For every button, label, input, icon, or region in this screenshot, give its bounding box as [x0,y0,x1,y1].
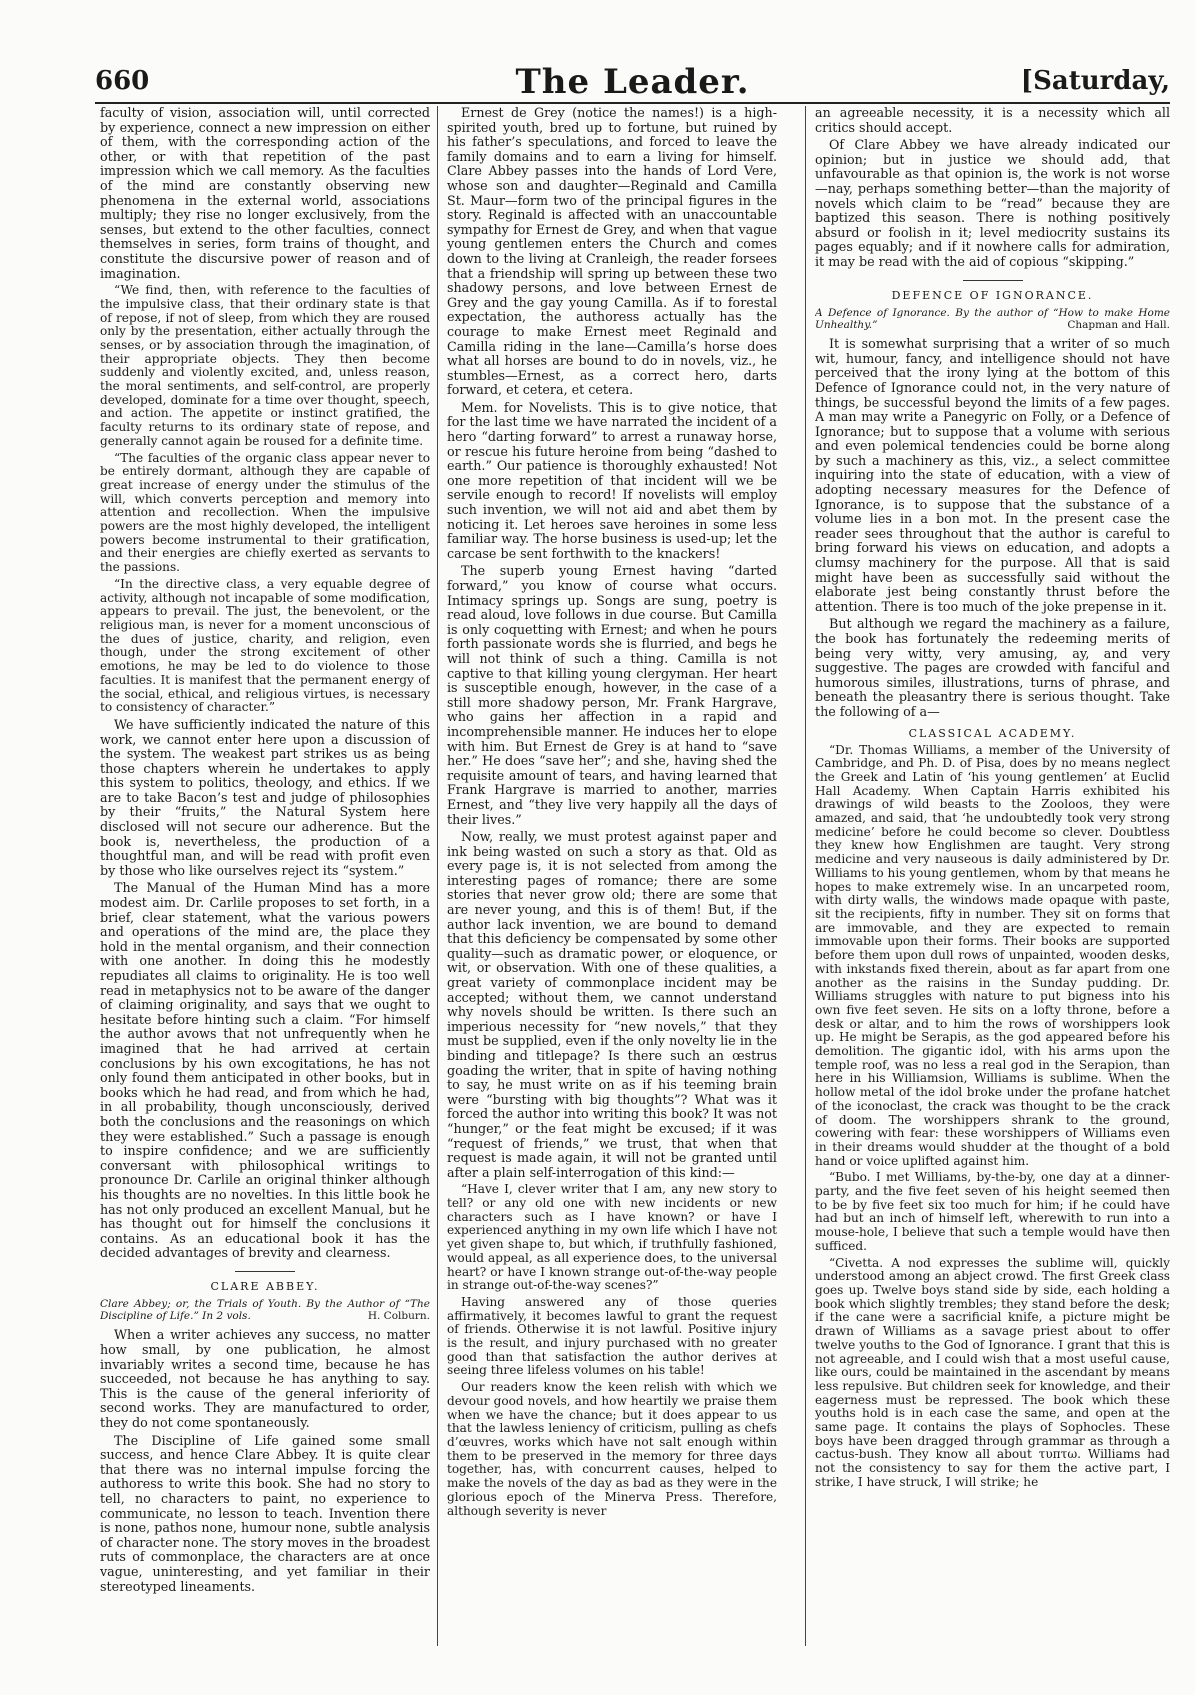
quote-paragraph: “Have I, clever writer that I am, any new story to tell? or any old one with new incidents or new characters such as I have known? or have I experienced anything in my own life which I have not yet given shape to, but which, if truthfully fashioned, would appeal, as all experience does, to the universal heart? or have I known strange out-of-the-way people in strange out-of-the-way scenes?” [447,1182,777,1293]
column-1 [100,106,430,1646]
masthead [95,62,1170,102]
paragraph: Mem. for Novelists. This is to give notice, that for the last time we have narrated the incident of a hero “darting forward” to arrest a runaway horse, or rescue his future heroine from being “dashed to earth.” Our patience is thoroughly exhausted! Not one more repetition of that incident will we be servile enough to record! If novelists will employ such invention, we will not aid and abet them by noticing it. Let heroes save heroines in some less familiar way. The horse business is used-up; let the carcase be sent forthwith to the knackers! [447,399,777,561]
book-publisher: Chapman and Hall. [1067,319,1170,332]
paragraph: But although we regard the machinery as a failure, the book has fortunately the redeeming merits of being very witty, very amusing, ay, and very suggestive. The pages are crowded with fanciful and humorous similes, illustrations, turns of phrase, and beneath the pleasantry there is serious thought. Take the following of a— [815,616,1170,719]
paragraph: The superb young Ernest having “darted forward,” you know of course what occurs. Intimacy springs up. Songs are sung, poetry is read aloud, love follows in due course. But Camilla is only coquetting with Ernest; and when he pours forth passionate words she is flurried, and begs he will not think of such a thing. Camilla is not captive to that killing young clergyman. Her heart is susceptible enough, however, in the case of a still more shadowy person, Mr. Frank Hargrave, who gains her affection in a rapid and incomprehensible manner. He induces her to elope with him. But Ernest de Grey is at hand to “save her.” He does “save her”; and she, having shed the requisite amount of tears, and having learned that Frank Hargrave is married to another, marries Ernest, and “they live very happily all the days of their lives.” [447,563,777,827]
paragraph: Our readers know the keen relish with which we devour good novels, and how heartily we praise them when we have the chance; but it does appear to us that the lawless leniency of criticism, pulling as chefs d’œuvres, works which have not salt enough within them to be preserved in the memory for three days together, has, with concurrent causes, helped to make the novels of the day as bad as they were in the glorious epoch of the Minerva Press. Therefore, although severity is never [447,1380,777,1518]
review-heading: DEFENCE OF IGNORANCE. [891,288,1094,302]
page-number: 660 [95,66,150,96]
paragraph: The Manual of the Human Mind has a more modest aim. Dr. Carlile proposes to set forth, in a brief, clear statement, what the various powers and operations of the mind are, the place they hold in the mental organism, and their connection with one another. In doing this he modestly repudiates all claims to originality. He is too well read in metaphysics not to be aware of the danger of claiming originality, and says that we ought to hesitate before hinting such a claim. “For himself the author avows that not unfrequently when he imagined that he had arrived at certain conclusions by his own excogitations, he has not only found them anticipated in other books, but in books which he had read, and from which he had, in all probability, though unconsciously, derived both the conclusions and the reasonings on which they were established.” Such a passage is enough to inspire confidence; and we are sufficiently conversant with philosophical writings to pronounce Dr. Carlile an original thinker although his thoughts are no novelties. In this little book he has not only produced an excellent Manual, but he has thought out for himself the conclusions it contains. As an educational book it has the decided advantages of brevity and clearness. [100,880,430,1261]
section-separator [963,280,1023,281]
section-separator [235,1271,295,1272]
quote-paragraph: “Dr. Thomas Williams, a member of the University of Cambridge, and Ph. D. of Pisa, does by no means neglect the Greek and Latin of ‘his young gentlemen’ at Euclid Hall Academy. When Captain Harris exhibited his drawings of wild beasts to the Zooloos, they were amazed, and said, that ‘he undoubtedly took very strong medicine’ before he could become so clever. Doubtless they knew how Englishmen are taught. Very strong medicine and very nauseous is daily administered by Dr. Williams to his young gentlemen, whom by that means he hopes to make extremely wise. In an uncarpeted room, with dirty walls, the windows made opaque with paste, sit the recipients, fifty in number. They sit on forms that are immovable, and they are expected to remain immovable upon their forms. Their books are supported before them upon dull rows of unpainted, wooden desks, with inkstands fixed therein, about as far apart from one another as the raisins in the Sunday pudding. Dr. Williams struggles with nature to put bigness into his own five feet seven. He sits on a lofty throne, before a desk or altar, and to him the rows of worshippers look up. He might be Serapis, as the god appeared before his demolition. The gigantic idol, with his arms upon the temple roof, was no less a real god in the Serapion, than here in his Williamsion, Williams is sublime. When the hollow metal of the idol broke under the profane hatchet of the iconoclast, the crack was thought to be the crack of doom. The worshippers shrank to the ground, cowering with fear: these worshippers of Williams even in their dreams would shudder at the thought of a bold hand or voice uplifted against him. [815,742,1170,1168]
paragraph: faculty of vision, association will, until corrected by experience, connect a new impression on either of them, with the corresponding action of the other, or with that repetition of the past impression which we call memory. As the faculties of the mind are constantly observing new phenomena in the external world, associations multiply; they rise no longer exclusively, from the senses, but extend to the other faculties, connect themselves in series, form trains of thought, and constitute the discursive power of reason and of imagination. [100,106,430,281]
book-reference-title: A Defence of Ignorance. By the author of “How to make Home Unhealthy.” [815,307,1170,332]
paragraph: It is somewhat surprising that a writer of so much wit, humour, fancy, and intelligence should not have perceived that the irony lying at the bottom of this Defence of Ignorance could not, in the very nature of things, be successful beyond the limits of a few pages. A man may write a Panegyric on Folly, or a Defence of Ignorance; but to suppose that a volume with serious and even polemical tendencies could be borne along by such a machinery as this, viz., a select committee inquiring into the state of education, with a view of adopting necessary measures for the Defence of Ignorance, is to suppose that the substance of a volume lies in a bon mot. In the present case the reader sees throughout that the author is careful to bring forward his views on education, and adopts a clumsy machinery for the purpose. All that is said might have been as successfully said without the elaborate jest being constantly thrust before the attention. There is too much of the joke prepense in it. [815,336,1170,614]
paragraph: Now, really, we must protest against paper and ink being wasted on such a story as that. Old as every page is, it is not selected from among the interesting pages of romance; there are some stories that never grow old; there are some that are never young, and this is of them! But, if the author lack invention, we are bound to demand that this deficiency be compensated by some other quality—such as dramatic power, or eloquence, or wit, or observation. With one of these qualities, a great variety of commonplace incident may be accepted; without them, we cannot understand why novels should be written. Is there such an imperious necessity for “new novels,” that they must be supplied, even if the only novelty lie in the binding and titlepage? Is there such an œstrus goading the writer, that in spite of having nothing to say, he must write on as if his teeming brain were “bursting with big thoughts”? What was it forced the author into writing this book? It was not “hunger,” or the feat might be excused; if it was “request of friends,” we trust, that when that request is made again, it will not be granted until after a plain self-interrogation of this kind:— [447,829,777,1180]
quote-paragraph: “In the directive class, a very equable degree of activity, although not incapable of some modification, appears to prevail. The just, the benevolent, or the religious man, is never for a moment unconscious of the dues of justice, charity, and religion, even though, under the strong excitement of other emotions, he may be led to do violence to those faculties. It is manifest that the permanent energy of the social, ethical, and religious virtues, is necessary to consistency of character.” [100,576,430,715]
sub-heading: CLASSICAL ACADEMY. [908,726,1077,740]
quote-paragraph: “Civetta. A nod expresses the sublime will, quickly understood among an abject crowd. The first Greek class goes up. Twelve boys stand side by side, each holding a book which slightly trembles; they stand before the desk; if the cane were a sacrificial knife, a picture might be drawn of Williams as a savage priest about to offer twelve youths to the God of Ignorance. I grant that this is not agreeable, and I could wish that a most useful cause, like ours, could be maintained in the ascendant by means less repulsive. But children seek for knowledge, and their eagerness must be repressed. The book which these youths hold is in each case the same, and open at the same page. It contains the plays of Sophocles. These boys have been dragged through grammar as through a cactus-bush. They know all about τυπτω. Williams had not the consistency to say for them the active part, I strike, I have struck, I will strike; he [815,1255,1170,1489]
quote-paragraph: “We find, then, with reference to the faculties of the impulsive class, that their ordinary state is that of repose, if not of sleep, from which they are roused only by the presentation, either actually through the senses, or by association through the imagination, of their appropriate objects. They then become suddenly and violently excited, and, unless reason, the moral sentiments, and self-control, are properly developed, dominate for a time over thought, speech, and action. The appetite or instinct gratified, the faculty returns to its ordinary state of repose, and generally cannot again be roused for a definite time. [100,283,430,448]
paragraph: Ernest de Grey (notice the names!) is a high-spirited youth, bred up to fortune, but ruined by his father’s speculations, and forced to leave the family domains and to earn a living for himself. Clare Abbey passes into the hands of Lord Vere, whose son and daughter—Reginald and Camilla St. Maur—form two of the principal figures in the story. Reginald is affected with an unaccountable sympathy for Ernest de Grey, and when that vague young gentlemen enters the Church and comes down to the living at Cranleigh, the reader forsees that a friendship will spring up between these two shadowy persons, and love between Ernest de Grey and the gay young Camilla. As if to forestal expectation, the authoress actually has the courage to make Ernest meet Reginald and Camilla riding in the lane—Camilla’s horse does what all horses are bound to do in novels, viz., he stumbles—Ernest, as a correct hero, darts forward, et cetera, et cetera. [447,106,777,398]
book-publisher: H. Colburn. [367,1310,430,1323]
column-divider [437,106,438,1646]
quote-paragraph: “The faculties of the organic class appear never to be entirely dormant, although they are capable of great increase of energy under the stimulus of the will, which converts perception and memory into attention and recollection. When the impulsive powers are the most highly developed, the intelligent powers become instrumental to their gratification, and their energies are chiefly exerted as servants to the passions. [100,450,430,575]
column-divider [805,106,806,1646]
quote-paragraph: “Bubo. I met Williams, by-the-by, one day at a dinner-party, and the five feet seven of his height seemed then to be by five feet six too much for him; if he could have had but an inch of himself left, wherewith to run into a mouse-hole, I believe that such a temple would have then sufficed. [815,1170,1170,1253]
masthead-rule [95,102,1170,104]
paragraph: Having answered any of those queries affirmatively, it becomes lawful to grant the request of friends. Otherwise it is not lawful. Positive injury is the result, and injury purchased with no greater good than that satisfaction the author derives at seeing three lifeless volumes on his table! [447,1294,777,1378]
issue-day: [Saturday, [1020,66,1170,96]
column-2 [447,106,777,1646]
book-reference [815,307,1170,331]
paragraph: We have sufficiently indicated the nature of this work, we cannot enter here upon a discussion of the system. The weakest part strikes us as being those chapters wherein he undertakes to apply this system to politics, theology, and ethics. If we are to take Bacon’s test and judge of philosophies by their “fruits,” the Natural System here disclosed will not secure our adherence. But the book is, nevertheless, the production of a thoughtful man, and will be read with profit even by those who like ourselves reject its “system.” [100,716,430,878]
book-reference [100,1298,430,1322]
book-reference-title: Clare Abbey; or, the Trials of Youth. By the Author of “The Discipline of Life.” In 2 vols. [100,1298,430,1323]
paragraph: an agreeable necessity, it is a necessity which all critics should accept. [815,106,1170,135]
paragraph: When a writer achieves any success, no matter how small, by one publication, he almost invariably writes a second time, because he has succeeded, not because he has anything to say. This is the cause of the general inferiority of second works. They are manufactured to order, they do not come spontaneously. [100,1327,430,1431]
paragraph: Of Clare Abbey we have already indicated our opinion; but in justice we should add, that unfavourable as that opinion is, the work is not worse—nay, perhaps something better—than the majority of novels which claim to be “read” because they are baptized this season. There is nothing positively absurd or foolish in it; level mediocrity sustains its pages equably; and if it nowhere calls for admiration, it may be read with the aid of copious “skipping.” [815,137,1170,269]
review-heading: CLARE ABBEY. [210,1279,320,1293]
column-3 [815,106,1170,1646]
newspaper-title: The Leader. [515,62,750,102]
paragraph: The Discipline of Life gained some small success, and hence Clare Abbey. It is quite clear that there was no internal impulse forcing the authoress to write this book. She had no story to tell, no characters to paint, no experience to communicate, no lesson to teach. Invention there is none, pathos none, humour none, subtle analysis of character none. The story moves in the broadest ruts of commonplace, the characters are at once vague, uninteresting, and yet familiar in their stereotyped lineaments. [100,1432,430,1594]
